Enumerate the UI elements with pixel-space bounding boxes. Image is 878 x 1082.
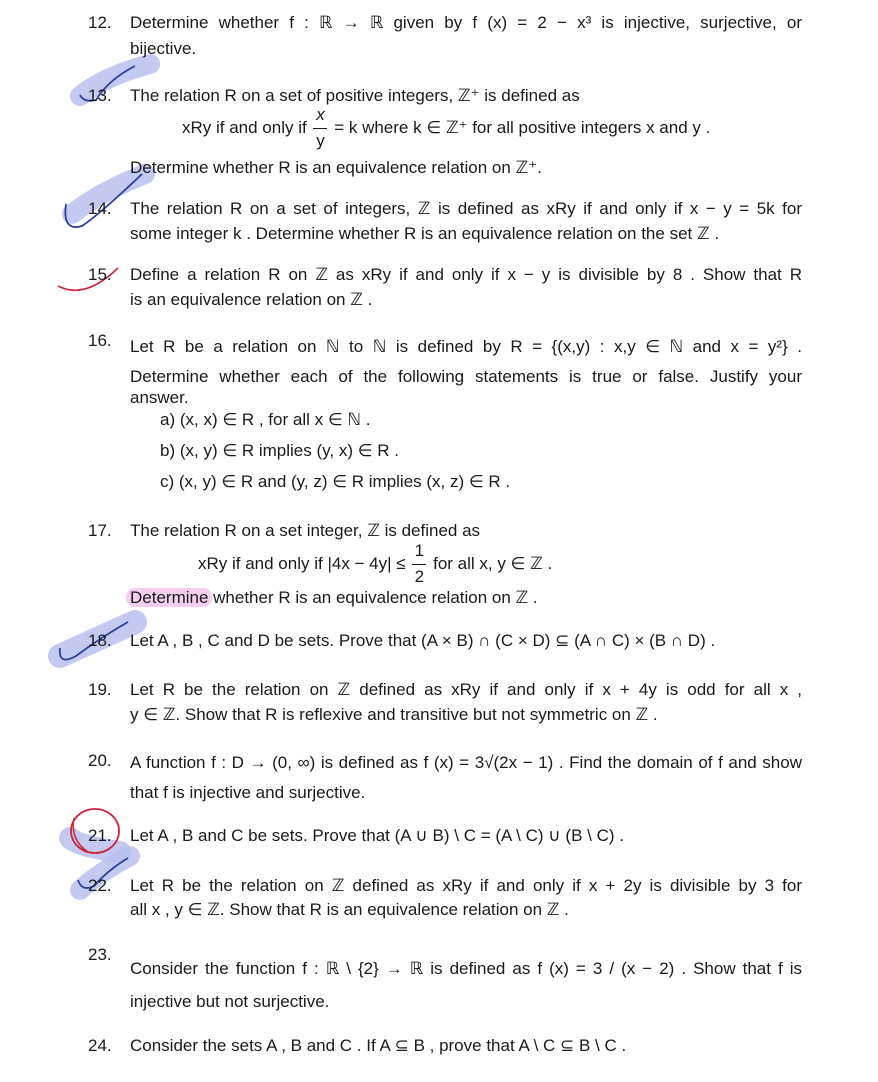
q17-text-line3 <box>130 587 538 609</box>
q15-text-line1: Define a relation R on ℤ as xRy if and only if x − y is divisible by 8 . Show that R <box>130 265 802 284</box>
q24-number: 24. <box>88 1036 112 1055</box>
q13-number: 13. <box>88 86 112 105</box>
q21-number: 21. <box>88 826 112 845</box>
q17-highlighted-word: Determine <box>130 588 209 607</box>
q13-fraction <box>311 105 329 151</box>
q17-text-line1: The relation R on a set integer, ℤ is defined as <box>130 521 481 540</box>
q17-frac-num: 1 <box>414 541 425 561</box>
q19-number: 19. <box>88 680 112 699</box>
q13-text-line1: The relation R on a set of positive integers, ℤ⁺ is defined as <box>130 86 580 105</box>
q13-frac-num: x <box>316 105 325 125</box>
q12-text-line2: bijective. <box>130 39 197 58</box>
q17-definition-post: for all x, y ∈ ℤ . <box>433 554 553 573</box>
q13-frac-den: y <box>316 131 325 151</box>
q18-number: 18. <box>88 631 112 650</box>
q20-text-line1: A function f : D → (0, ∞) is defined as f (x) = 3√(2x − 1) . Find the domain of f and show <box>130 753 802 772</box>
q16-item-b: b) (x, y) ∈ R implies (y, x) ∈ R . <box>160 441 399 460</box>
q22-text-line1: Let R be the relation on ℤ defined as xRy if and only if x + 2y is divisible by 3 for <box>130 876 802 895</box>
q23-number: 23. <box>88 945 112 964</box>
q19-text-line2: y ∈ ℤ. Show that R is reflexive and transitive but not symmetric on ℤ . <box>130 705 658 724</box>
q15-number: 15. <box>88 265 112 284</box>
q22-text-line2: all x , y ∈ ℤ. Show that R is an equivalence relation on ℤ . <box>130 900 569 919</box>
q21-text-line1: Let A , B and C be sets. Prove that (A ∪ B) \ C = (A \ C) ∪ (B \ C) . <box>130 826 624 845</box>
q16-number: 16. <box>88 331 112 350</box>
q15-text-line2: is an equivalence relation on ℤ . <box>130 290 373 309</box>
q20-number: 20. <box>88 751 112 770</box>
q12-number: 12. <box>88 13 112 32</box>
q16-text-line1: Let R be a relation on ℕ to ℕ is defined by R = {(x,y) : x,y ∈ ℕ and x = y²} . <box>130 337 802 356</box>
q14-number: 14. <box>88 199 112 218</box>
q22-number: 22. <box>88 876 112 895</box>
q12-text-line1: Determine whether f : ℝ → ℝ given by f (x) = 2 − x³ is injective, surjective, or <box>130 13 802 32</box>
q19-text-line1: Let R be the relation on ℤ defined as xRy if and only if x + 4y is odd for all x , <box>130 680 802 699</box>
q16-item-a: a) (x, x) ∈ R , for all x ∈ ℕ . <box>160 410 371 429</box>
q16-item-c: c) (x, y) ∈ R and (y, z) ∈ R implies (x, z) ∈ R . <box>160 472 511 491</box>
q14-text-line1: The relation R on a set of integers, ℤ is defined as xRy if and only if x − y = 5k for <box>130 199 802 218</box>
q17-definition-pre: xRy if and only if |4x − 4y| ≤ <box>198 554 406 573</box>
q17-fraction <box>410 541 428 587</box>
q13-text-line3: Determine whether R is an equivalence relation on ℤ⁺. <box>130 158 542 177</box>
q23-text-line1: Consider the function f : ℝ \ {2} → ℝ is defined as f (x) = 3 / (x − 2) . Show that f is <box>130 959 802 978</box>
q13-definition-post: = k where k ∈ ℤ⁺ for all positive integers x and y . <box>334 118 711 137</box>
q17-text-line3-rest: whether R is an equivalence relation on ℤ . <box>208 588 538 607</box>
q17-number: 17. <box>88 521 112 540</box>
q17-frac-den: 2 <box>414 567 425 587</box>
q13-definition <box>182 105 711 151</box>
q20-text-line2: that f is injective and surjective. <box>130 783 366 802</box>
q16-text-line2: Determine whether each of the following statements is true or false. Justify your <box>130 367 802 386</box>
q18-text-line1: Let A , B , C and D be sets. Prove that (A × B) ∩ (C × D) ⊆ (A ∩ C) × (B ∩ D) . <box>130 631 716 650</box>
q23-text-line2: injective but not surjective. <box>130 992 330 1011</box>
q13-definition-pre: xRy if and only if <box>182 118 307 137</box>
q14-text-line2: some integer k . Determine whether R is an equivalence relation on the set ℤ . <box>130 224 720 243</box>
q24-text-line1: Consider the sets A , B and C . If A ⊆ B , prove that A \ C ⊆ B \ C . <box>130 1036 627 1055</box>
q16-text-line3: answer. <box>130 388 189 407</box>
q17-definition <box>198 541 553 587</box>
